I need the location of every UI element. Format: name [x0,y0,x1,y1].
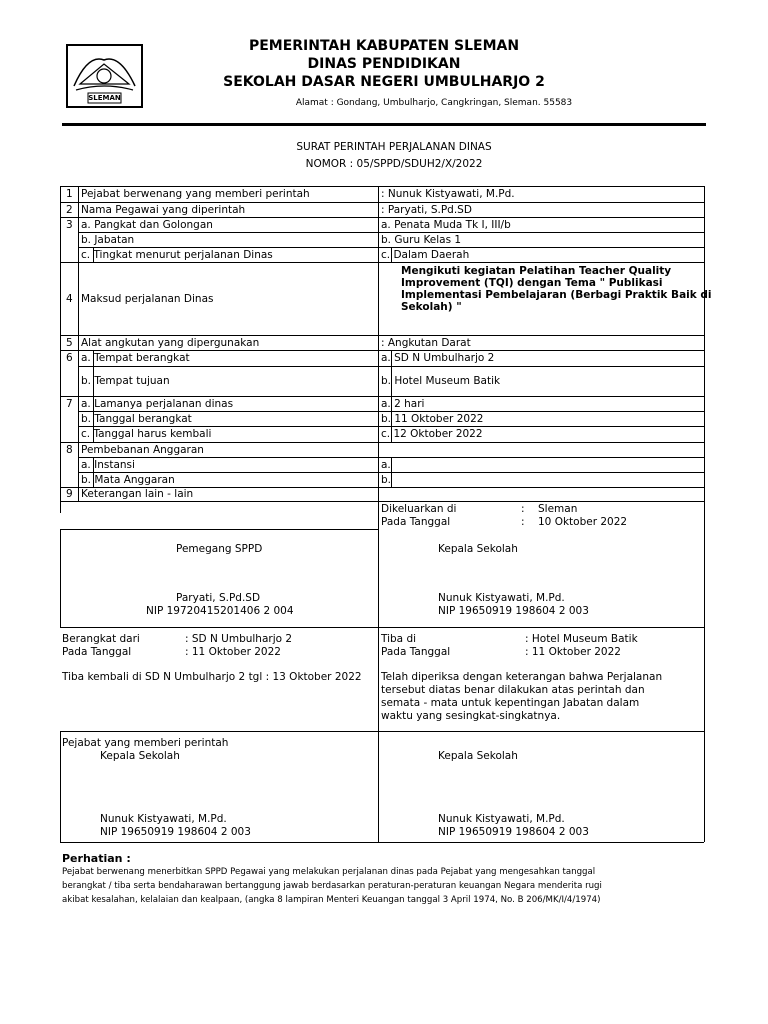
depart-value: : SD N Umbulharjo 2 [185,633,293,645]
row-label: a. Instansi [81,459,135,471]
issued-at-sep: : [521,503,525,515]
row-number: 2 [66,204,73,216]
arrive-value: : Hotel Museum Batik [525,633,638,645]
depart-date-label: Pada Tanggal [62,646,132,658]
row-value: : Paryati, S.Pd.SD [381,204,472,216]
authority-title: Pejabat yang memberi perintah [62,737,229,749]
note-heading: Perhatian : [62,852,131,865]
row-value: b. Hotel Museum Batik [381,375,501,387]
issued-date-label: Pada Tanggal [381,516,451,528]
authority-name: Nunuk Kistyawati, M.Pd. [100,813,227,825]
arrive-date-label: Pada Tanggal [381,646,451,658]
row-value: a. Penata Muda Tk I, III/b [381,219,511,231]
row-label: a. Lamanya perjalanan dinas [81,398,234,410]
doc-title: SURAT PERINTAH PERJALANAN DINAS [296,141,492,153]
principal-title: Kepala Sekolah [438,543,518,555]
row-label: b. Tempat tujuan [81,375,170,387]
authority-nip: NIP 19650919 198604 2 003 [100,826,251,838]
authority-subtitle: Kepala Sekolah [100,750,180,762]
note-line: akibat kesalahan, kelalaian dan kealpaan, (angka 8 lampiran Menteri Keuangan tanggal 3 April 1974, No. B 206/MK/I/4/1974) [62,895,601,905]
row-label: Pembebanan Anggaran [81,444,204,456]
row-label: b. Tanggal berangkat [81,413,192,425]
row-value: b. [381,474,392,486]
check-line: waktu yang sesingkat-singkatnya. [381,710,561,722]
row-value: c. 12 Oktober 2022 [381,428,483,440]
row-label: a. Pangkat dan Golongan [81,219,213,231]
doc-number: NOMOR : 05/SPPD/SDUH2/X/2022 [305,158,483,170]
arrive-label: Tiba di [381,633,417,645]
row-label: a. Tempat berangkat [81,352,190,364]
row-label: Keterangan lain - lain [81,488,194,500]
purpose-line: Improvement (TQI) dengan Tema " Publikasi [401,277,663,289]
row-number: 3 [66,219,73,231]
row-label: Pejabat berwenang yang memberi perintah [81,188,310,200]
holder-nip: NIP 19720415201406 2 004 [146,605,294,617]
issued-date-value: 10 Oktober 2022 [538,516,628,528]
check-line: tersebut diatas benar dilakukan atas perintah dan [381,684,645,696]
purpose-line: Sekolah) " [401,301,462,313]
holder-name: Paryati, S.Pd.SD [176,592,261,604]
header-line2: DINAS PENDIDIKAN [307,56,461,72]
purpose-line: Implementasi Pembelajaran (Berbagi Praktik Baik di [401,289,712,301]
row-number: 6 [66,352,73,364]
row-label: b. Mata Anggaran [81,474,175,486]
row-number: 8 [66,444,73,456]
row-value: c. Dalam Daerah [381,249,470,261]
header-address: Alamat : Gondang, Umbulharjo, Cangkringan, Sleman. 55583 [295,98,573,108]
row-label: c. Tanggal harus kembali [81,428,212,440]
row-number: 4 [66,293,73,305]
principal2-title: Kepala Sekolah [438,750,518,762]
row-value: a. [381,459,391,471]
principal2-nip: NIP 19650919 198604 2 003 [438,826,589,838]
row-value: : Nunuk Kistyawati, M.Pd. [381,188,515,200]
header-line1: PEMERINTAH KABUPATEN SLEMAN [248,38,520,54]
issued-date-sep: : [521,516,525,528]
issued-at-value: Sleman [538,503,578,515]
row-value: : Angkutan Darat [381,337,471,349]
row-number: 1 [66,188,73,200]
row-number: 7 [66,398,73,410]
row-label: Alat angkutan yang dipergunakan [81,337,260,349]
row-label: Nama Pegawai yang diperintah [81,204,246,216]
row-value: a. 2 hari [381,398,425,410]
principal2-name: Nunuk Kistyawati, M.Pd. [438,813,565,825]
check-line: semata - mata untuk kepentingan Jabatan dalam [381,697,640,709]
arrive-date-value: : 11 Oktober 2022 [525,646,621,658]
note-line: Pejabat berwenang menerbitkan SPPD Pegawai yang melakukan perjalanan dinas pada Pejabat yang mengesahkan tanggal [62,867,596,877]
row-number: 9 [66,488,73,500]
row-label: Maksud perjalanan Dinas [81,293,214,305]
row-label: c. Tingkat menurut perjalanan Dinas [81,249,273,261]
issued-at-label: Dikeluarkan di [381,503,457,515]
row-value: b. Guru Kelas 1 [381,234,462,246]
depart-label: Berangkat dari [62,633,140,645]
row-number: 5 [66,337,73,349]
logo-label: SLEMAN [88,94,121,102]
depart-date-value: : 11 Oktober 2022 [185,646,281,658]
holder-title: Pemegang SPPD [176,543,263,555]
header-line3: SEKOLAH DASAR NEGERI UMBULHARJO 2 [223,74,545,90]
principal-nip: NIP 19650919 198604 2 003 [438,605,589,617]
row-value: b. 11 Oktober 2022 [381,413,484,425]
row-label: b. Jabatan [81,234,135,246]
purpose-line: Mengikuti kegiatan Pelatihan Teacher Quality [401,265,672,277]
check-line: Telah diperiksa dengan keterangan bahwa Perjalanan [381,671,663,683]
note-line: berangkat / tiba serta bendaharawan bertanggung jawab berdasarkan peraturan-peraturan keuangan Negara menderita rugi [62,881,602,891]
return-text: Tiba kembali di SD N Umbulharjo 2 tgl : 13 Oktober 2022 [62,671,362,683]
row-value: a. SD N Umbulharjo 2 [381,352,495,364]
header-rule [62,123,706,126]
principal-name: Nunuk Kistyawati, M.Pd. [438,592,565,604]
